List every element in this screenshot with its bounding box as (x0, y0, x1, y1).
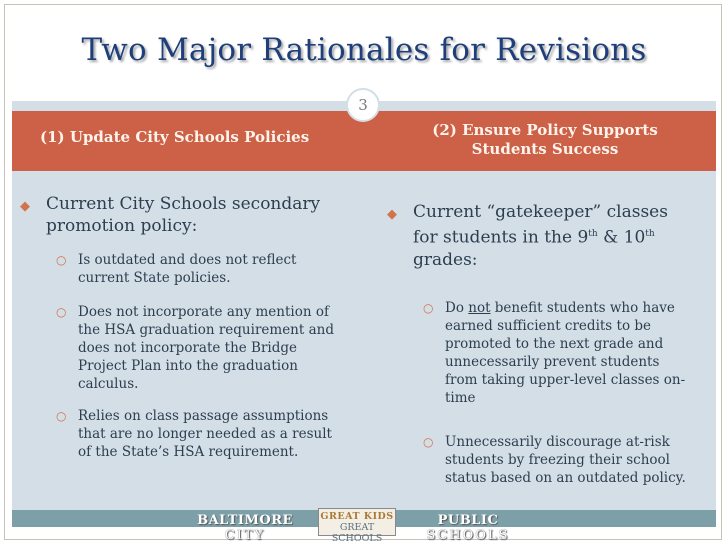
left-main-bullet (20, 193, 340, 237)
left-main-bullet-text: Current City Schools secondary promotion policy: (46, 194, 321, 236)
sub-text-post: benefit students who have earned sufficient credits to be promoted to the next grade and unnecessarily prevent students from taking upper-level classes on-time (445, 299, 686, 406)
right-sub-bullet-text (445, 299, 687, 407)
great-kids-logo (318, 508, 396, 544)
left-column-header: (1) Update City Schools Policies (40, 128, 310, 146)
circle-bullet-icon: ○ (423, 300, 434, 315)
footer-schools: SCHOOLS (426, 528, 510, 543)
left-sub-bullet-text: Is outdated and does not reflect current State policies. (78, 252, 297, 286)
diamond-bullet-icon: ◆ (387, 207, 397, 222)
left-sub-bullet (56, 303, 340, 393)
logo-line-1: GREAT KIDS (320, 511, 394, 522)
circle-bullet-icon: ○ (423, 434, 434, 449)
page-number-badge: 3 (346, 88, 380, 122)
circle-bullet-icon: ○ (56, 409, 67, 423)
footer-baltimore: BALTIMORE (197, 513, 293, 528)
left-sub-bullet-text: Does not incorporate any mention of the HSA graduation requirement and does not incorporate the Bridge Project Plan into the graduation calculus. (78, 304, 334, 392)
slide-title: Two Major Rationales for Revisions (81, 32, 647, 68)
superscript-th: th (645, 229, 655, 239)
diamond-bullet-icon: ◆ (20, 199, 30, 214)
right-main-text-part1: Current “gatekeeper” classes for students in the 9 (413, 202, 668, 248)
circle-bullet-icon: ○ (56, 305, 67, 319)
right-header-line-1: (2) Ensure Policy Supports (432, 121, 658, 139)
left-sub-bullet (56, 407, 340, 461)
right-sub-bullet-text: Unnecessarily discourage at-risk students by freezing their school status based on an outdated policy. (445, 433, 686, 486)
right-main-text-part2: grades: (413, 249, 478, 270)
left-sub-bullet (56, 251, 340, 287)
left-sub-bullet-text: Relies on class passage assumptions that are no longer needed as a result of the State’s HSA requirement. (78, 408, 332, 460)
right-header-line-2: Students Success (471, 140, 619, 158)
circle-bullet-icon: ○ (56, 253, 67, 267)
logo-line-2: GREAT SCHOOLS (331, 522, 383, 544)
right-sub-bullet (423, 433, 687, 487)
right-column-header (400, 121, 690, 159)
right-main-text-amp: & 10 (597, 227, 646, 248)
left-column (20, 193, 340, 461)
right-column (387, 193, 687, 487)
superscript-th: th (588, 229, 598, 239)
footer-public: PUBLIC (437, 513, 499, 528)
sub-text-underlined: not (468, 299, 491, 316)
right-main-bullet (387, 201, 687, 271)
right-sub-bullet (423, 299, 687, 407)
sub-text-pre: Do (445, 299, 469, 316)
right-main-bullet-text (413, 201, 687, 271)
footer-city: CITY (224, 528, 266, 543)
